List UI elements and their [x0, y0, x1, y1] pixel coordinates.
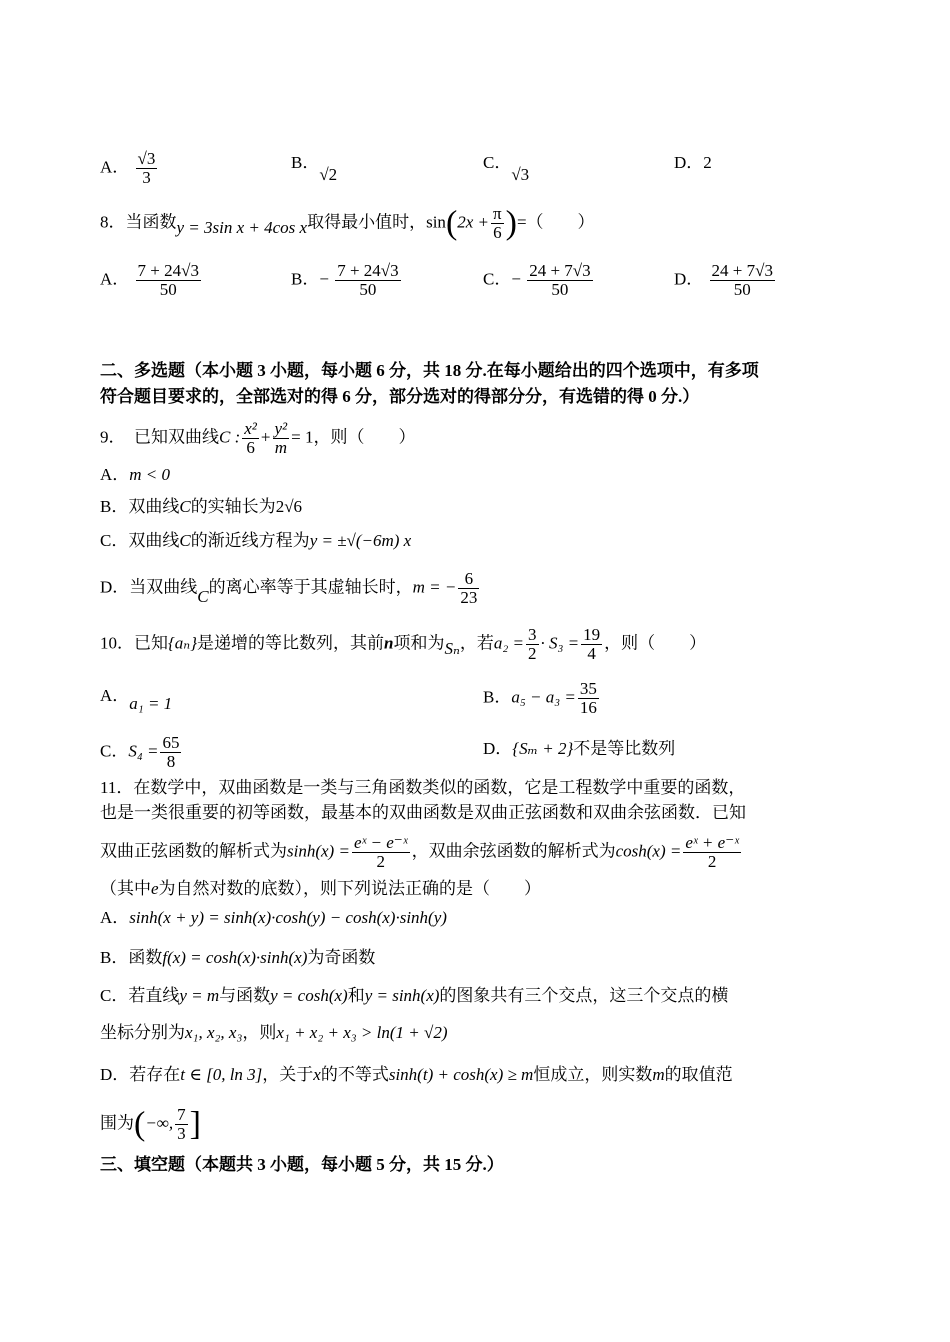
q11-stem-line2: 也是一类很重要的初等函数，最基本的双曲函数是双曲正弦函数和双曲余弦函数．已知 [100, 803, 746, 822]
math-expr: sinh(x + y) = sinh(x)·cosh(y) − cosh(x)·sinh(y) [129, 908, 447, 927]
fraction [578, 680, 599, 717]
q11-option-c [100, 983, 850, 1009]
fraction [242, 420, 259, 457]
section2-heading-line2: 符合题目要求的，全部选对的得 6 分，部分选对的得部分分，有选错的得 0 分.） [100, 387, 700, 406]
denominator: 3 [142, 168, 151, 187]
q9-option-d [100, 570, 850, 607]
option-label: C． [483, 153, 512, 172]
math-expr: · S₃ = [540, 633, 580, 653]
q10-option-c [100, 734, 183, 771]
q11-option-b [100, 945, 850, 971]
option-text: 不是等比数列 [573, 739, 676, 758]
denominator: 6 [246, 438, 255, 457]
option-text: 与函数 [219, 986, 271, 1005]
option-text: B．函数 [100, 948, 163, 967]
option-text: 的图象共有三个交点，这三个交点的横 [439, 986, 729, 1005]
stem-text: （其中 [100, 879, 151, 898]
math-expr: a₂ = [493, 633, 524, 653]
denominator: 6 [493, 223, 502, 242]
option-label: A． [100, 157, 130, 177]
sign: − [511, 269, 521, 289]
math-expr: y = cosh(x) [270, 986, 348, 1005]
option-text: ，关于 [262, 1065, 314, 1084]
math-expr: 2√6 [275, 497, 303, 516]
denominator: 2 [376, 852, 385, 871]
option-text: D．若存在 [100, 1065, 181, 1084]
denominator: 50 [359, 280, 377, 299]
option-label: A． [100, 908, 130, 927]
stem-text: 8．当函数 [100, 212, 177, 232]
stem-text: =（ ） [516, 212, 595, 232]
option-text: 为奇函数 [307, 948, 376, 967]
math-expr: S₄ = [128, 741, 159, 761]
fraction [136, 262, 201, 299]
option-text: D．当双曲线 [100, 577, 198, 597]
denominator: 8 [166, 752, 176, 771]
option-label: D． [674, 153, 704, 172]
option-text: 的渐近线方程为 [190, 531, 310, 550]
fraction [335, 262, 400, 299]
q8-option-a [100, 262, 203, 299]
fraction [136, 150, 158, 187]
math-expr: C [179, 531, 191, 550]
stem-text: 双曲正弦函数的解析式为 [100, 841, 287, 861]
sign: − [319, 269, 329, 289]
math-expr: = 1 [291, 427, 314, 447]
numerator: x² [244, 419, 257, 438]
math-expr: n [384, 633, 394, 653]
option-text: C．若直线 [100, 986, 180, 1005]
math-expr: y = sinh(x) [364, 986, 440, 1005]
stem-text: 项和为 [393, 633, 445, 653]
stem-text: ，双曲余弦函数的解析式为 [411, 841, 616, 861]
math-expr: y = ±√(−6m) x [309, 531, 412, 550]
q11-option-c-line2 [100, 1020, 850, 1046]
q9-option-c [100, 528, 850, 554]
option-text: ，则 [242, 1023, 277, 1042]
denominator: m [274, 438, 287, 457]
math-expr: Sₙ [444, 639, 460, 659]
option-label: A． [100, 686, 130, 705]
option-label: C． [483, 269, 512, 289]
fraction [581, 626, 602, 663]
option-text: 坐标分别为 [100, 1023, 185, 1042]
option-label: D． [483, 739, 513, 758]
q8-option-b [291, 262, 403, 299]
math-expr: m < 0 [129, 465, 171, 484]
math-expr: a₁ = 1 [129, 694, 173, 713]
math-expr: sinh(t) + cosh(x) ≥ m [388, 1065, 534, 1084]
math-expr: −∞, [145, 1113, 174, 1133]
option-label: A． [100, 269, 130, 289]
math-expr: 2x + [457, 212, 490, 232]
q7-option-d [674, 150, 712, 176]
math-expr: C : [219, 427, 241, 447]
denominator: 4 [587, 644, 596, 663]
denominator: 50 [733, 280, 751, 299]
fraction [683, 834, 741, 871]
option-text: 的离心率等于其虚轴长时， [208, 577, 413, 597]
denominator: 50 [551, 280, 569, 299]
q8-option-c [483, 262, 595, 299]
q10-option-d [483, 736, 675, 762]
option-text: 的取值范 [664, 1065, 733, 1084]
math-expr: x [313, 1065, 321, 1084]
q7-option-a [100, 150, 159, 187]
stem-text: ，则（ ） [313, 427, 416, 447]
math-expr: y = 3sin x + 4cos x [176, 218, 308, 238]
q11-option-a [100, 905, 850, 931]
math-expr: cosh(x) = [615, 841, 682, 861]
q10-stem [100, 626, 850, 663]
q7-option-b [291, 150, 338, 184]
fraction [273, 420, 290, 457]
q9-stem [100, 420, 850, 457]
section2-heading-line1: 二、多选题（本小题 3 小题，每小题 6 分，共 18 分.在每小题给出的四个选项中，有多项 [100, 361, 759, 380]
stem-text: 是递增的等比数列，其前 [197, 633, 384, 653]
math-expr: {Sₘ + 2} [512, 739, 574, 758]
math-expr: + [260, 427, 271, 447]
denominator: 50 [159, 280, 177, 299]
option-label: A． [100, 465, 130, 484]
stem-text: ，若 [459, 633, 494, 653]
math-expr: C [197, 587, 209, 607]
math-expr: f(x) = cosh(x)·sinh(x) [162, 948, 308, 967]
numerator: π [493, 204, 502, 223]
denominator: 23 [460, 588, 478, 607]
math-expr: m [652, 1065, 665, 1084]
numerator: 6 [464, 569, 474, 588]
option-text: 围为 [100, 1113, 134, 1133]
denominator: 3 [177, 1124, 186, 1143]
math-expr: m = − [412, 577, 457, 597]
stem-text: ，则（ ） [604, 633, 707, 653]
option-label: C． [100, 741, 129, 761]
numerator: 19 [583, 625, 601, 644]
numerator: 7 + 24√3 [137, 261, 199, 280]
fraction [160, 734, 181, 771]
q8-stem: 8．当函数y = 3sin x + 4cos x取得最小值时，sin(2x + $\frac{\pi}{6}$ )=（ ） [100, 204, 595, 242]
numerator: 3 [528, 625, 537, 644]
q8-option-d [674, 262, 777, 299]
numerator: y² [274, 419, 288, 438]
math-expr: {aₙ} [168, 633, 197, 653]
stem-text: 10．已知 [100, 633, 168, 653]
math-expr: sinh(x) = [287, 841, 350, 861]
q9-option-b [100, 494, 850, 520]
numerator: √3 [137, 149, 156, 168]
numerator: 7 + 24√3 [337, 261, 399, 280]
q11-stem-line3 [100, 834, 850, 871]
q7-option-c [483, 150, 530, 184]
option-text: B．双曲线 [100, 497, 180, 516]
numerator: 24 + 7√3 [711, 261, 773, 280]
math-expr: t ∈ [0, ln 3] [180, 1065, 263, 1084]
numerator: 35 [579, 679, 597, 698]
q10-option-b [483, 680, 601, 717]
q11-stem-line1: 11．在数学中，双曲函数是一类与三角函数类似的函数，它是工程数学中重要的函数， [100, 778, 746, 797]
math-expr: x₁ + x₂ + x₃ > ln(1 + √2) [276, 1023, 448, 1042]
option-text: 的实轴长为 [190, 497, 276, 516]
math-expr: C [179, 497, 191, 516]
stem-text: 9． 已知双曲线 [100, 427, 219, 447]
option-text: C．双曲线 [100, 531, 180, 550]
option-label: B． [291, 153, 320, 172]
option-value: √3 [511, 165, 530, 184]
option-text: 的不等式 [320, 1065, 389, 1084]
fraction [175, 1106, 188, 1143]
option-text: 恒成立，则实数 [533, 1065, 653, 1084]
q10-option-a [100, 683, 173, 713]
fraction [527, 262, 592, 299]
numerator: 7 [177, 1105, 186, 1124]
denominator: 16 [579, 698, 597, 717]
q11-option-d [100, 1062, 850, 1088]
math-expr: a₅ − a₃ = [511, 687, 576, 707]
math-expr: x₁, x₂, x₃ [185, 1023, 243, 1042]
fraction [526, 626, 539, 663]
denominator: 2 [707, 852, 717, 871]
q11-option-d-line2: 围为(−∞, $\frac{7}{3}$ ] [100, 1105, 201, 1143]
option-text: 和 [347, 986, 365, 1005]
numerator: 24 + 7√3 [529, 261, 591, 280]
option-label: B． [483, 687, 512, 707]
numerator: eˣ + e⁻ˣ [685, 833, 739, 852]
q9-option-a [100, 462, 850, 488]
stem-text: 为自然对数的底数），则下列说法正确的是（ ） [158, 879, 542, 898]
math-expr: sin [426, 212, 446, 232]
numerator: 65 [162, 733, 180, 752]
option-label: D． [674, 269, 704, 289]
math-expr: e [151, 879, 159, 898]
stem-text: 取得最小值时， [307, 212, 427, 232]
fraction [352, 834, 410, 871]
option-label: B． [291, 269, 320, 289]
section3-heading: 三、填空题（本题共 3 小题，每小题 5 分，共 15 分.） [100, 1155, 504, 1174]
math-expr: y = m [179, 986, 220, 1005]
denominator: 2 [528, 644, 537, 663]
fraction [458, 570, 479, 607]
option-value: √2 [319, 165, 338, 184]
numerator: eˣ − e⁻ˣ [353, 833, 408, 852]
q11-stem-line4 [100, 876, 850, 902]
fraction [710, 262, 775, 299]
fraction [491, 205, 504, 242]
option-value: 2 [703, 153, 712, 172]
